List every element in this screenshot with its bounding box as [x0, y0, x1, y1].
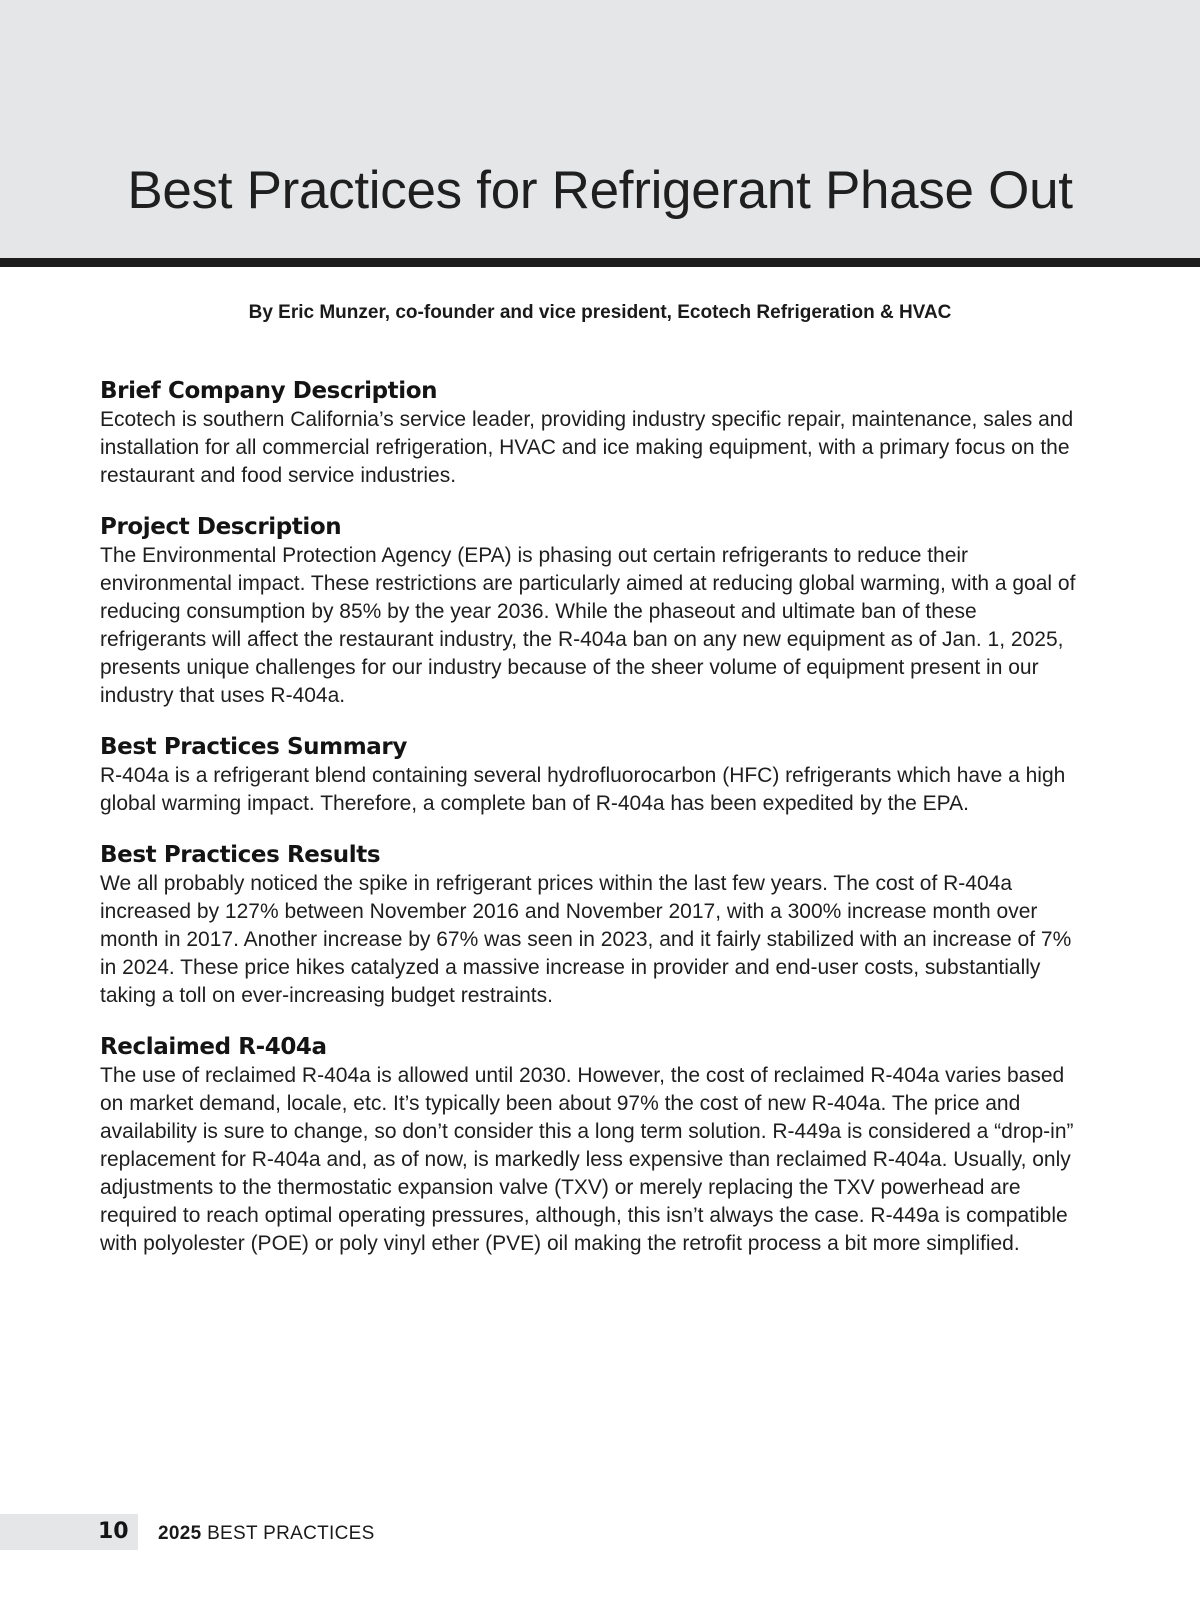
- section-paragraph: The Environmental Protection Agency (EPA) is phasing out certain refrigerants to reduce their environmental impact. These restrictions are particularly aimed at reducing global warming, with a goal of reducing consumption by 85% by the year 2036. While the phaseout and ultimate ban of these refrigerants will affect the restaurant industry, the R-404a ban on any new equipment as of Jan. 1, 2025, presents unique challenges for our industry because of the sheer volume of equipment present in our industry that uses R-404a.: [100, 544, 1076, 707]
- section-paragraph: R-404a is a refrigerant blend containing several hydrofluorocarbon (HFC) refrigerants which have a high global warming impact. Therefore, a complete ban of R-404a has been expedited by the EPA.: [100, 764, 1066, 815]
- footer-title: BEST PRACTICES: [207, 1523, 375, 1544]
- section-heading: Project Description: [100, 514, 342, 540]
- byline: By Eric Munzer, co-founder and vice president, Ecotech Refrigeration & HVAC: [248, 302, 952, 323]
- section-reclaimed-r404a: [100, 1034, 1080, 1258]
- section-best-practices-results: [100, 842, 1080, 1010]
- section-paragraph: We all probably noticed the spike in refrigerant prices within the last few years. The cost of R-404a increased by 127% between November 2016 and November 2017, with a 300% increase month over month in 2017. Another increase by 67% was seen in 2023, and it fairly stabilized with an increase of 7% in 2024. These price hikes catalyzed a massive increase in provider and end-user costs, substantially taking a toll on ever-increasing budget restraints.: [100, 872, 1072, 1007]
- section-project-description: [100, 514, 1080, 710]
- footer-publication-label: [158, 1523, 375, 1545]
- page-title: Best Practices for Refrigerant Phase Out: [127, 161, 1073, 220]
- section-best-practices-summary: [100, 734, 1080, 818]
- header-divider: [0, 258, 1200, 267]
- article-body: [100, 378, 1080, 1282]
- section-heading: Best Practices Summary: [100, 734, 407, 760]
- page-number: 10: [98, 1519, 129, 1544]
- section-heading: Reclaimed R-404a: [100, 1034, 327, 1060]
- section-heading: Best Practices Results: [100, 842, 381, 868]
- footer-year: 2025: [158, 1523, 202, 1544]
- section-heading: Brief Company Description: [100, 378, 438, 404]
- section-company-description: [100, 378, 1080, 490]
- section-paragraph: Ecotech is southern California’s service leader, providing industry specific repair, maintenance, sales and installation for all commercial refrigeration, HVAC and ice making equipment, with a primary focus on the restaurant and food service industries.: [100, 408, 1074, 487]
- section-paragraph: The use of reclaimed R-404a is allowed until 2030. However, the cost of reclaimed R-404a varies based on market demand, locale, etc. It’s typically been about 97% the cost of new R-404a. The price and availability is sure to change, so don’t consider this a long term solution. R-449a is considered a “drop-in” replacement for R-404a and, as of now, is markedly less expensive than reclaimed R-404a. Usually, only adjustments to the thermostatic expansion valve (TXV) or merely replacing the TXV powerhead are required to reach optimal operating pressures, although, this isn’t always the case. R-449a is compatible with polyolester (POE) or poly vinyl ether (PVE) oil making the retrofit process a bit more simplified.: [100, 1064, 1074, 1255]
